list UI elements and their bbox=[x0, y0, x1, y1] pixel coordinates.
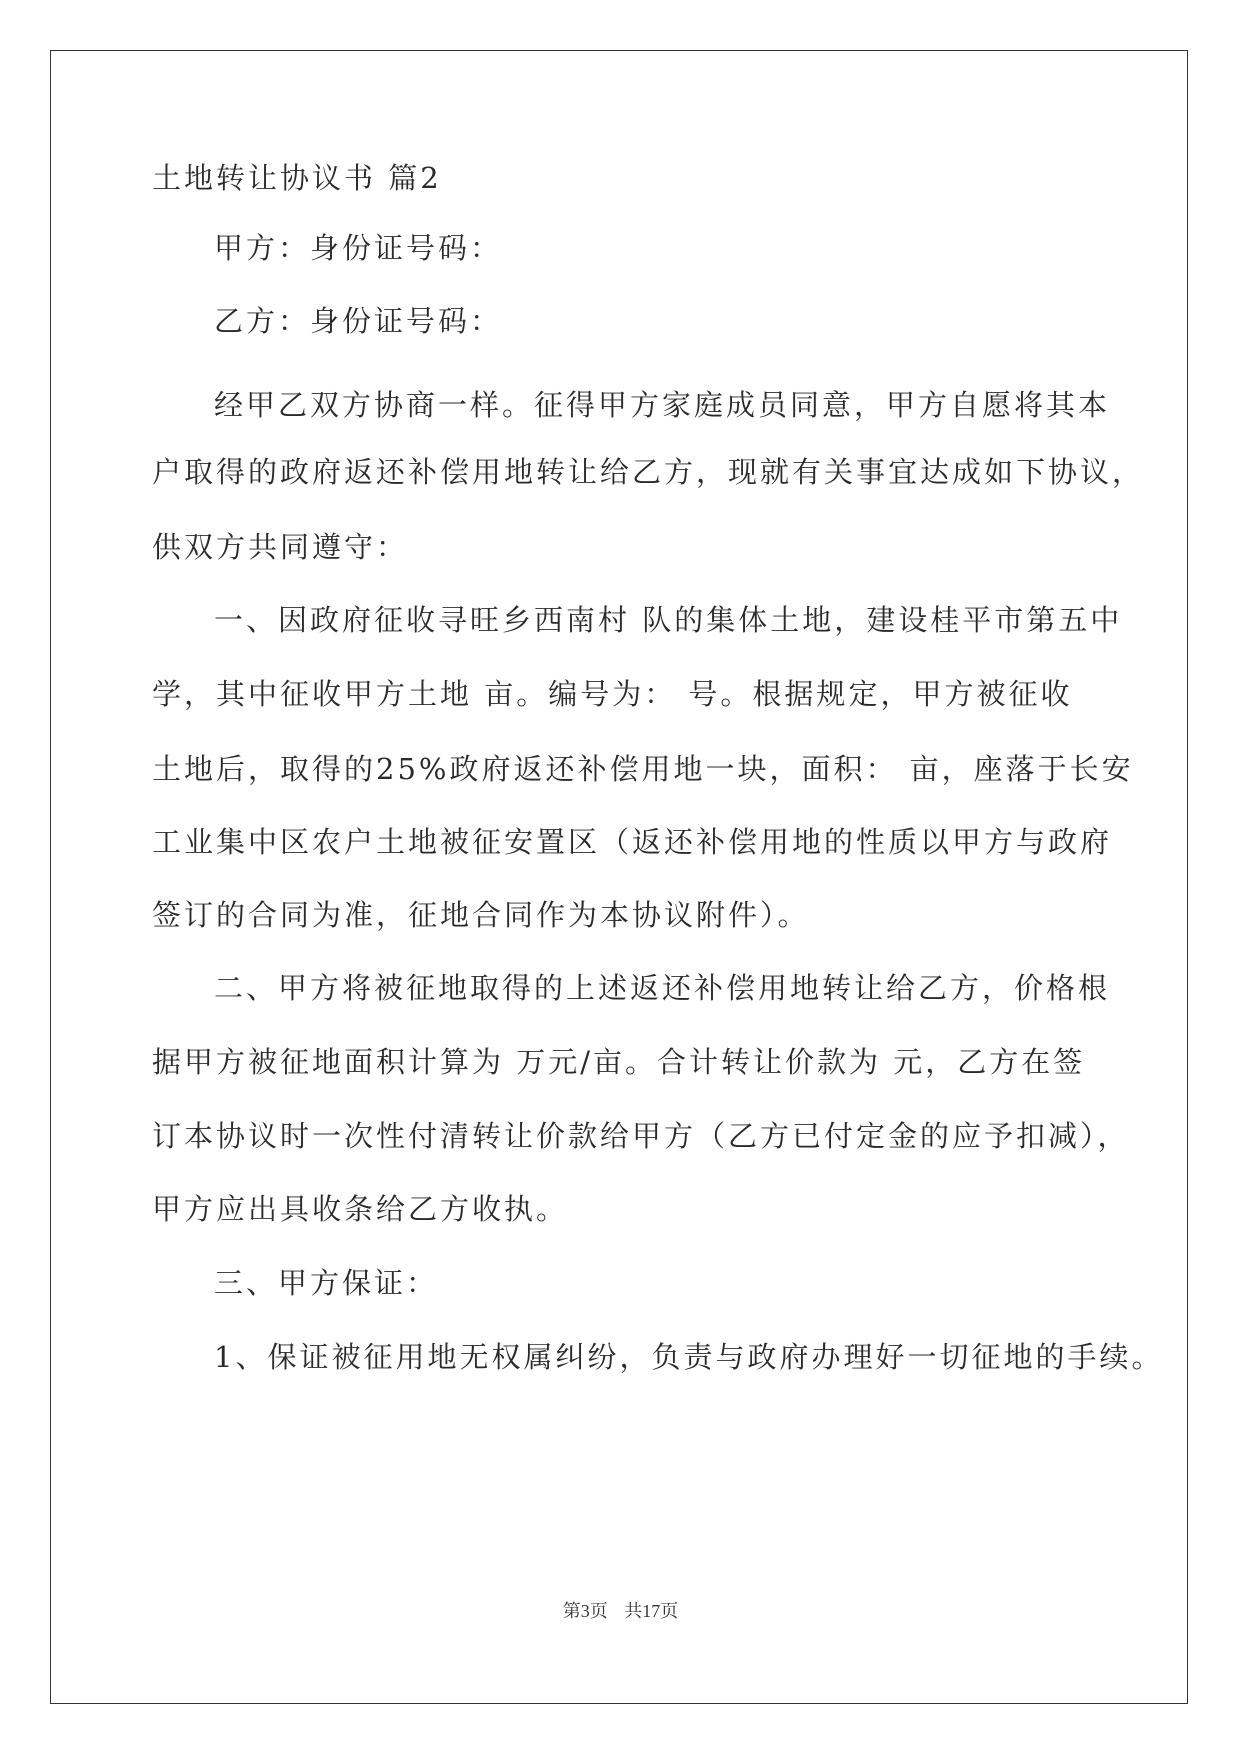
paragraph-line: 签订的合同为准，征地合同作为本协议附件）。 bbox=[152, 898, 810, 932]
page-number-current: 第3页 bbox=[562, 1601, 608, 1621]
paragraph-line: 工业集中区农户土地被征安置区（返还补偿用地的性质以甲方与政府 bbox=[152, 825, 1113, 859]
paragraph-line: 据甲方被征地面积计算为 万元/亩。合计转让价款为 元，乙方在签 bbox=[152, 1045, 1086, 1079]
party-a-line: 甲方：身份证号码： bbox=[214, 231, 503, 265]
paragraph-line: 一、因政府征收寻旺乡西南村 队的集体土地，建设桂平市第五中 bbox=[214, 603, 1123, 637]
document-title: 土地转让协议书 篇2 bbox=[152, 161, 442, 195]
paragraph-line: 订本协议时一次性付清转让价款给甲方（乙方已付定金的应予扣减）， bbox=[152, 1119, 1130, 1153]
paragraph-line: 1、保证被征用地无权属纠纷，负责与政府办理好一切征地的手续。 bbox=[214, 1340, 1164, 1374]
party-b-line: 乙方：身份证号码： bbox=[214, 304, 503, 338]
page-footer bbox=[0, 1597, 1241, 1623]
paragraph-line: 学，其中征收甲方土地 亩。编号为： 号。根据规定，甲方被征收 bbox=[152, 677, 1073, 711]
paragraph-line: 经甲乙双方协商一样。征得甲方家庭成员同意，甲方自愿将其本 bbox=[214, 388, 1111, 422]
paragraph-line: 二、甲方将被征地取得的上述返还补偿用地转让给乙方，价格根 bbox=[214, 971, 1111, 1005]
paragraph-line: 户取得的政府返还补偿用地转让给乙方，现就有关事宜达成如下协议， bbox=[152, 455, 1145, 489]
page-number-total: 共17页 bbox=[624, 1601, 679, 1621]
paragraph-line: 甲方应出具收条给乙方收执。 bbox=[152, 1192, 569, 1226]
paragraph-line: 供双方共同遵守： bbox=[152, 530, 409, 564]
section-heading: 三、甲方保证： bbox=[214, 1266, 439, 1300]
paragraph-line: 土地后，取得的25%政府返还补偿用地一块，面积： 亩，座落于长安 bbox=[152, 752, 1134, 786]
